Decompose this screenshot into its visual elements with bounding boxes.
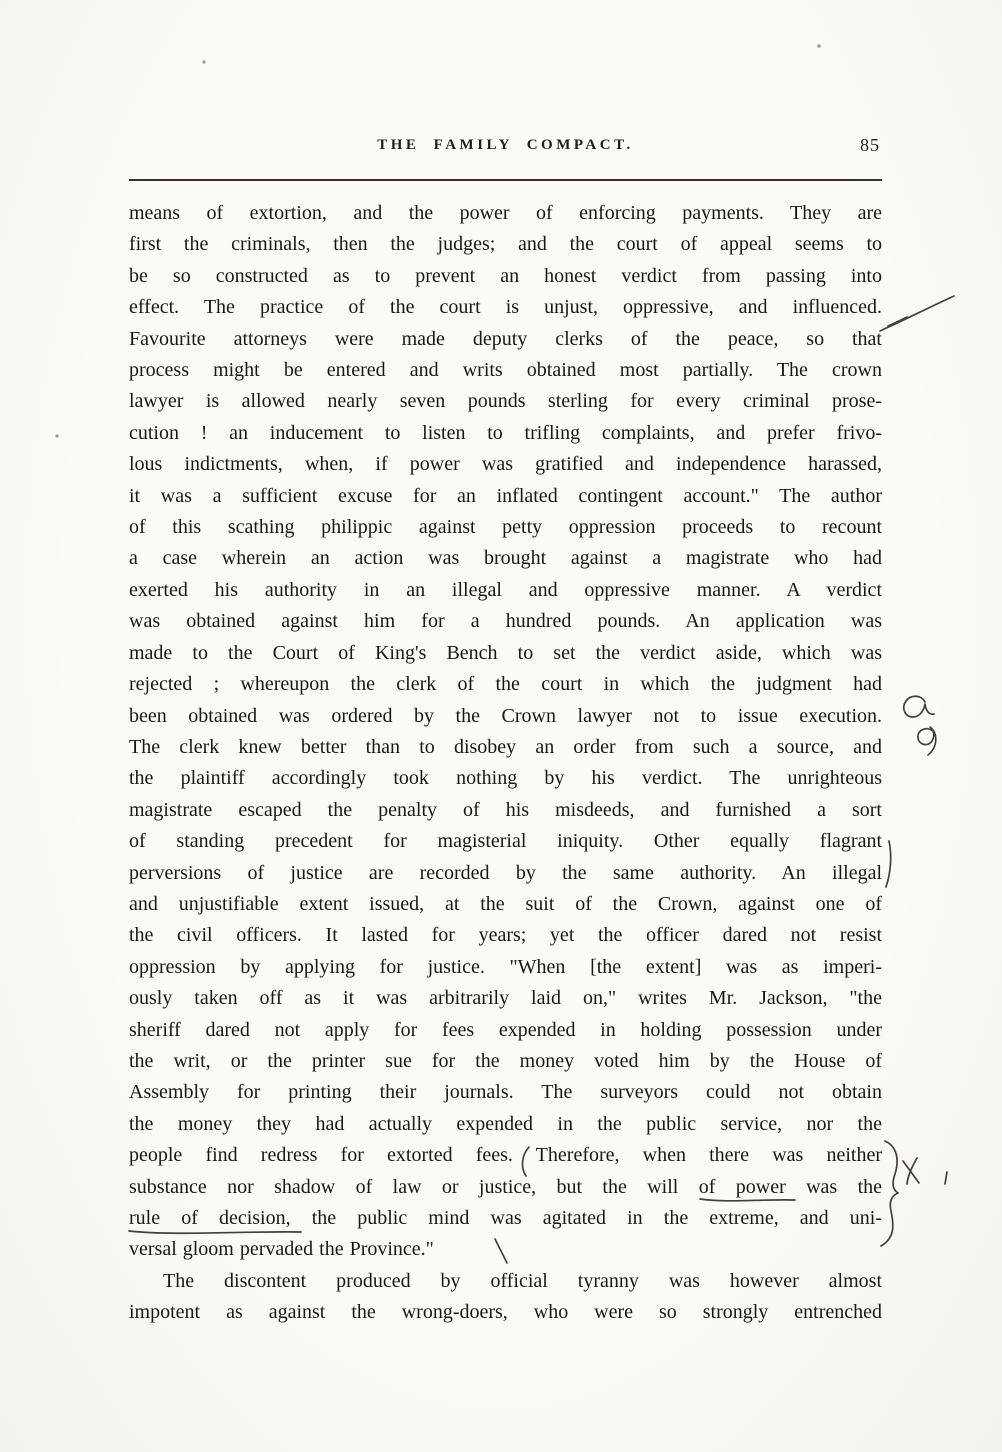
paragraph <box>129 1266 882 1329</box>
text-line: first the criminals, then the judges; and the court of appeal seems to <box>129 233 882 256</box>
text-line: of standing precedent for magisterial iniquity. Other equally flagrant <box>129 830 882 853</box>
page-header <box>129 137 882 161</box>
text-line: substance nor shadow of law or justice, but the will of power was the <box>129 1175 882 1198</box>
text-line: exerted his authority in an illegal and oppressive manner. A verdict <box>129 578 882 601</box>
pen-dash-icon <box>945 1172 947 1184</box>
text-line: rule of decision, the public mind was agitated in the extreme, and uni- <box>129 1207 882 1229</box>
text-line: the writ, or the printer sue for the money voted him by the House of <box>129 1049 882 1072</box>
pen-flourish-tick-icon <box>888 317 907 326</box>
text-line: Favourite attorneys were made deputy clerks of the peace, so that <box>129 327 882 350</box>
text-line: versal gloom pervaded the Province." <box>129 1238 434 1261</box>
running-title: THE FAMILY COMPACT. <box>377 137 634 153</box>
text-line: was obtained against him for a hundred pounds. An application was <box>129 610 882 633</box>
text-line: oppression by applying for justice. "When [the extent] was as imperi- <box>129 955 882 978</box>
text-line: magistrate escaped the penalty of his misdeeds, and furnished a sort <box>129 798 882 821</box>
text-line: ously taken off as it was arbitrarily laid on," writes Mr. Jackson, "the <box>129 987 882 1010</box>
scan-speck <box>55 434 58 437</box>
text-line: The discontent produced by official tyranny was however almost <box>163 1269 882 1292</box>
text-line: Assembly for printing their journals. The surveyors could not obtain <box>129 1081 882 1104</box>
pen-x-mark-2-icon <box>907 1158 917 1184</box>
text-line: be so constructed as to prevent an honest verdict from passing into <box>129 264 882 287</box>
text-line: impotent as against the wrong-doers, who were so strongly entrenched <box>129 1301 882 1324</box>
pen-cursive-mark-1-icon <box>904 696 934 717</box>
page-number: 85 <box>860 135 880 155</box>
text-line: perversions of justice are recorded by the same authority. An illegal <box>129 861 882 884</box>
header-rule <box>129 179 882 181</box>
paragraph <box>129 198 882 1266</box>
text-line: the plaintiff accordingly took nothing by his verdict. The unrighteous <box>129 767 882 790</box>
text-line: means of extortion, and the power of enforcing payments. They are <box>129 202 882 224</box>
text-line: lawyer is allowed nearly seven pounds sterling for every criminal prose- <box>129 390 882 413</box>
pen-vertical-stroke-icon <box>886 841 891 887</box>
text-line: the civil officers. It lasted for years; yet the officer dared not resist <box>129 924 882 947</box>
text-line: sheriff dared not apply for fees expended in holding possession under <box>129 1018 882 1041</box>
page-body <box>129 198 882 1329</box>
text-line: lous indictments, when, if power was gratified and independence harassed, <box>129 453 882 476</box>
text-line: process might be entered and writs obtained most partially. The crown <box>129 359 882 382</box>
text-line: it was a sufficient excuse for an inflated contingent account." The author <box>129 484 882 507</box>
text-line: effect. The practice of the court is unjust, oppressive, and influenced. <box>129 296 882 319</box>
text-line: people find redress for extorted fees. Therefore, when there was neither <box>129 1144 882 1167</box>
text-line: rejected ; whereupon the clerk of the court in which the judgment had <box>129 673 882 696</box>
text-line: been obtained was ordered by the Crown lawyer not to issue execution. <box>129 704 882 727</box>
text-line: of this scathing philippic against petty oppression proceeds to recount <box>129 516 882 539</box>
pen-cursive-mark-2-icon <box>918 727 936 755</box>
text-line: the money they had actually expended in the public service, nor the <box>129 1112 882 1135</box>
text-line: a case wherein an action was brought against a magistrate who had <box>129 547 882 570</box>
text-line: The clerk knew better than to disobey an order from such a source, and <box>129 735 882 758</box>
text-line: made to the Court of King's Bench to set the verdict aside, which was <box>129 641 882 664</box>
scan-speck <box>817 44 821 48</box>
pen-brace-icon <box>881 1141 898 1246</box>
pen-flourish-icon <box>880 296 954 331</box>
scan-speck <box>202 60 205 63</box>
text-line: and unjustifiable extent issued, at the suit of the Crown, against one of <box>129 892 882 915</box>
pen-x-mark-icon <box>903 1161 919 1183</box>
text-line: cution ! an inducement to listen to trifling complaints, and prefer frivo- <box>129 421 882 444</box>
